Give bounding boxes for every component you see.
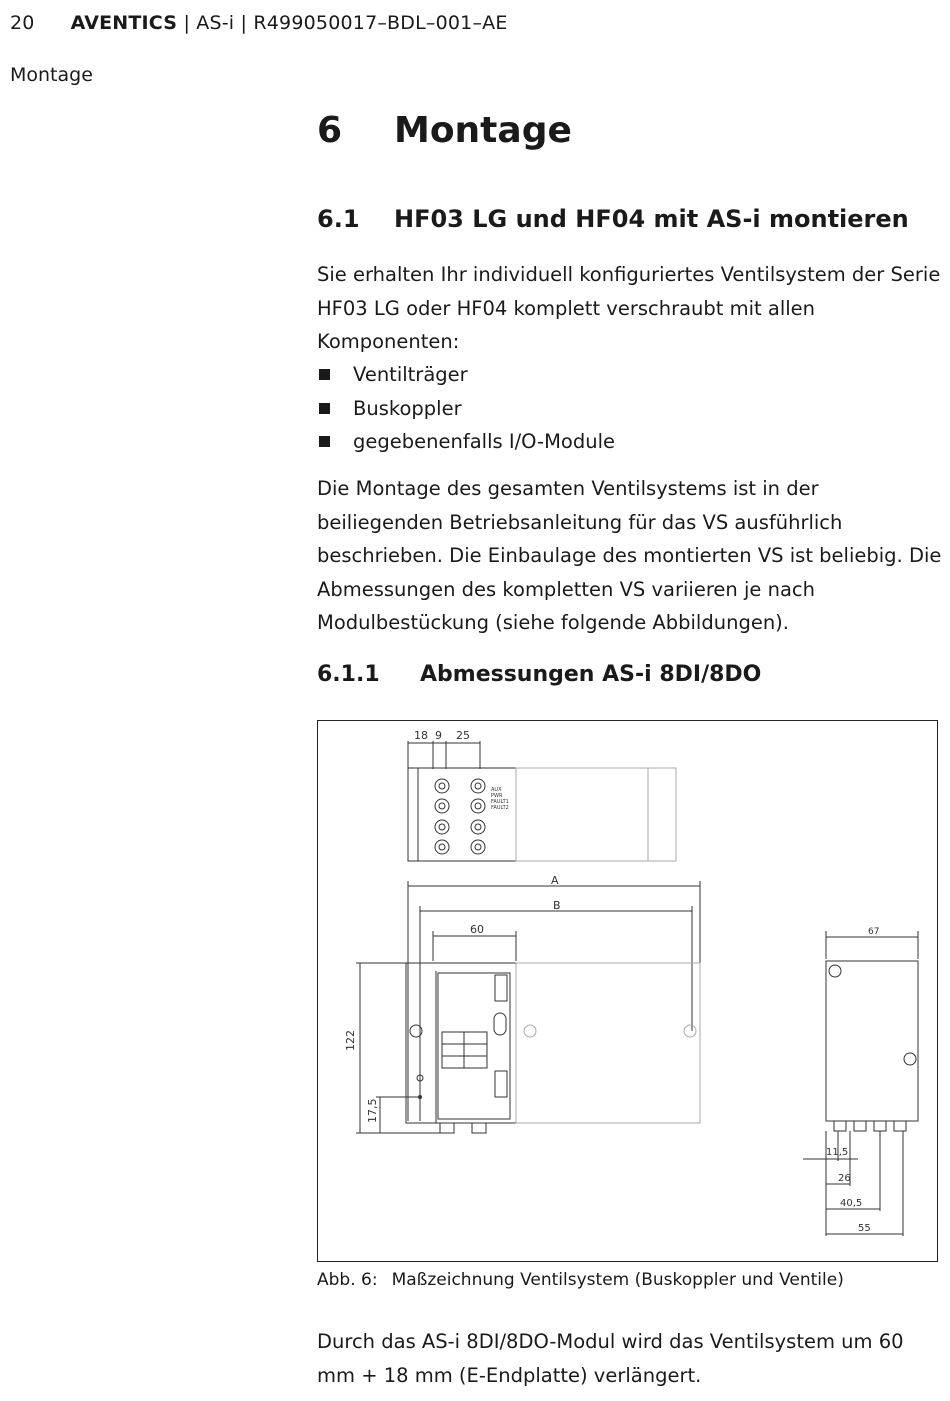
- dimension-label: 55: [858, 1223, 871, 1234]
- top-view-module: [408, 768, 516, 861]
- subsection-heading: [317, 662, 761, 687]
- closing-paragraph: Durch das AS-i 8DI/8DO-Modul wird das Ventilsystem um 60 mm + 18 mm (E-Endplatte) verlängert.: [317, 1330, 904, 1387]
- side-view: [803, 927, 918, 1236]
- dimension-label: 25: [456, 729, 470, 742]
- dimension-label: 11,5: [826, 1147, 849, 1158]
- page-header: [10, 12, 508, 34]
- led-label: AUX: [491, 787, 502, 793]
- dimension-label: 18: [414, 729, 428, 742]
- dimension-drawing-svg: [318, 721, 937, 1261]
- front-view-valves: [516, 963, 700, 1123]
- section-number: 6.1: [317, 205, 360, 233]
- chapter-title: Montage: [394, 110, 572, 151]
- figure-caption: [317, 1270, 844, 1290]
- front-view: [344, 923, 700, 1133]
- connector-icons: [435, 779, 485, 854]
- caption-text: Maßzeichnung Ventilsystem (Buskoppler und Ventile): [391, 1270, 844, 1290]
- dimension-label: 122: [344, 1030, 357, 1051]
- dimension-label: 26: [838, 1173, 851, 1184]
- led-label: PWR: [491, 793, 503, 799]
- subsection-title: Abmessungen AS-i 8DI/8DO: [420, 662, 762, 687]
- subsection-number: 6.1.1: [317, 662, 380, 687]
- front-view-module: [406, 963, 516, 1123]
- body-paragraph: Die Montage des gesamten Ventilsystems ist in der beiliegenden Betriebsanleitung für das VS ausführlich beschrieben. Die Einbaulage des montierten VS ist beliebig. Die Abmessungen des kompletten VS variieren je nach Modulbestückung (siehe folgende Abbildungen).: [317, 477, 942, 634]
- document-reference: | AS-i | R499050017–BDL–001–AE: [177, 12, 508, 34]
- top-view-valves: [516, 768, 676, 861]
- brand-name: AVENTICS: [70, 12, 178, 34]
- section-heading: [317, 205, 909, 233]
- chapter-heading: [317, 110, 572, 151]
- list-item: Buskoppler: [317, 392, 615, 426]
- dimension-label: 60: [470, 923, 484, 936]
- component-list: [317, 358, 615, 459]
- dimension-label: 67: [868, 927, 880, 937]
- list-item: Ventilträger: [317, 358, 615, 392]
- dimension-label: A: [551, 874, 559, 887]
- intro-paragraph: Sie erhalten Ihr individuell konfiguriertes Ventilsystem der Serie HF03 LG oder HF04 komplett verschraubt mit allen Komponenten:: [317, 263, 941, 353]
- section-title: HF03 LG und HF04 mit AS-i montieren: [394, 205, 909, 233]
- dimension-label: B: [553, 899, 561, 912]
- running-section-title: Montage: [10, 64, 93, 86]
- list-item: gegebenenfalls I/O-Module: [317, 425, 615, 459]
- dimension-drawing: [317, 720, 938, 1262]
- led-label: FAULT1: [491, 799, 509, 805]
- top-view: [408, 729, 676, 861]
- led-label: FAULT2: [491, 805, 509, 811]
- dimension-label: 17,5: [366, 1098, 379, 1123]
- dimension-label: 40,5: [840, 1198, 863, 1209]
- caption-label: Abb. 6:: [317, 1270, 378, 1290]
- chapter-number: 6: [317, 110, 343, 151]
- side-view-body: [826, 961, 918, 1121]
- page-number: 20: [10, 12, 35, 34]
- dimension-label: 9: [435, 729, 442, 742]
